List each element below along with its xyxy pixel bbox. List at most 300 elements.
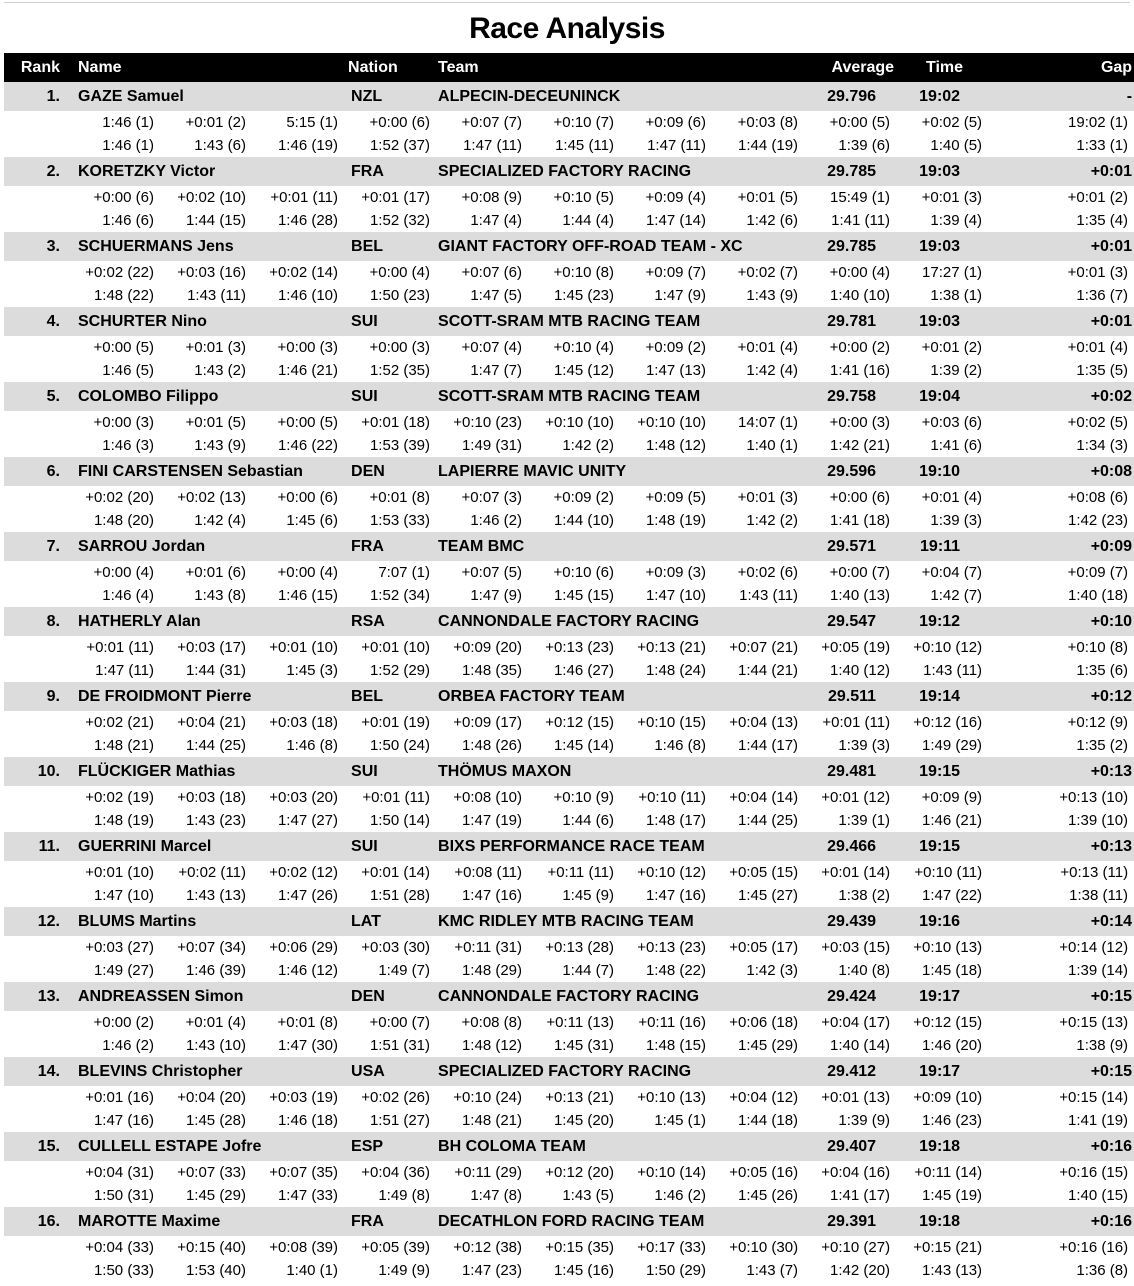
- rider-rank: 2.: [4, 157, 70, 186]
- rider-rank: 13.: [4, 982, 70, 1011]
- rider-gap: +0:12: [990, 682, 1134, 711]
- rider-gap: +0:01: [990, 157, 1134, 186]
- split-cell: 1:50 (24): [369, 737, 431, 754]
- split-cell: 1:46 (5): [102, 362, 154, 379]
- rider-nation: LAT: [346, 907, 438, 936]
- split-cell: +0:05 (15): [729, 864, 799, 881]
- split-spacer: [4, 1259, 70, 1282]
- split-cell: 1:39 (6): [838, 137, 891, 154]
- rider-row[interactable]: [4, 82, 1134, 111]
- split-cell: +0:04 (14): [729, 789, 799, 806]
- split-cell: +0:01 (14): [361, 864, 431, 881]
- rider-rank: 7.: [4, 532, 70, 561]
- split-cell: +0:03 (8): [737, 114, 799, 131]
- split-cell: 1:40 (15): [1068, 1187, 1129, 1204]
- rider-average: 29.466: [806, 832, 898, 861]
- rider-row[interactable]: [4, 607, 1134, 636]
- split-cell: +0:07 (33): [177, 1164, 246, 1181]
- split-cell: 1:39 (9): [838, 1112, 891, 1129]
- split-spacer: [4, 284, 70, 307]
- split-cell: +0:07 (5): [461, 564, 523, 581]
- split-cell: 1:50 (31): [93, 1187, 154, 1204]
- split-cell: 1:50 (14): [369, 812, 431, 829]
- split-time-row: [4, 734, 1134, 757]
- split-cell: 1:46 (3): [102, 437, 154, 454]
- split-cell: 1:44 (21): [738, 662, 799, 679]
- split-cell: +0:01 (2): [921, 339, 983, 356]
- rider-gap: +0:15: [990, 982, 1134, 1011]
- rider-nation: DEN: [346, 457, 438, 486]
- split-cell: 1:46 (2): [102, 1037, 154, 1054]
- split-cell: 1:51 (31): [369, 1037, 431, 1054]
- split-cell: +0:07 (35): [269, 1164, 339, 1181]
- split-spacer: [4, 486, 70, 509]
- rider-rank: 16.: [4, 1207, 70, 1236]
- split-cell: 1:45 (15): [553, 587, 615, 604]
- rider-average: 29.781: [806, 307, 898, 336]
- split-cell: +0:00 (6): [369, 114, 431, 131]
- split-cell: 1:43 (13): [185, 887, 246, 904]
- rider-row[interactable]: [4, 832, 1134, 861]
- split-cell: 1:40 (5): [930, 137, 983, 154]
- rider-team: LAPIERRE MAVIC UNITY: [438, 457, 806, 486]
- split-cell: 1:48 (35): [461, 662, 523, 679]
- split-gap-row: [4, 561, 1134, 584]
- rider-average: 29.481: [806, 757, 898, 786]
- split-cell: +0:01 (10): [269, 639, 339, 656]
- split-time-row: [4, 134, 1134, 157]
- rider-rank: 11.: [4, 832, 70, 861]
- split-cell: 1:39 (3): [838, 737, 891, 754]
- split-cell: 1:46 (20): [922, 1037, 983, 1054]
- split-cell: +0:10 (10): [637, 414, 707, 431]
- page-title: Race Analysis: [469, 12, 665, 45]
- split-cell: +0:10 (14): [637, 1164, 707, 1181]
- split-cell: 1:39 (4): [930, 212, 983, 229]
- rider-time: 19:03: [898, 157, 990, 186]
- header-nation[interactable]: Nation: [346, 53, 438, 82]
- split-cell: 1:44 (10): [553, 512, 615, 529]
- split-cell: +0:10 (9): [553, 789, 615, 806]
- split-cell: +0:13 (23): [637, 939, 707, 956]
- split-cell: 1:47 (22): [922, 887, 983, 904]
- rider-nation: USA: [346, 1057, 438, 1086]
- split-gap-row: [4, 111, 1134, 134]
- rider-row[interactable]: [4, 907, 1134, 936]
- split-cell: 1:43 (11): [187, 287, 246, 304]
- split-cell: 7:07 (1): [378, 564, 431, 581]
- split-cell: 1:36 (8): [1076, 1262, 1129, 1279]
- split-cell: +0:09 (7): [1067, 564, 1129, 581]
- split-cell: 1:48 (12): [645, 437, 707, 454]
- split-cell: +0:03 (15): [821, 939, 891, 956]
- split-cell: +0:10 (12): [637, 864, 707, 881]
- split-cell: 1:53 (40): [185, 1262, 246, 1279]
- rider-team: BIXS PERFORMANCE RACE TEAM: [438, 832, 806, 861]
- split-time-row: [4, 809, 1134, 832]
- header-rank[interactable]: Rank: [4, 53, 70, 82]
- split-cell: +0:01 (10): [85, 864, 154, 881]
- split-cell: 1:51 (27): [369, 1112, 431, 1129]
- split-cell: 1:45 (29): [185, 1187, 246, 1204]
- split-cell: +0:10 (10): [545, 414, 615, 431]
- rider-gap: +0:01: [990, 307, 1134, 336]
- split-cell: +0:13 (11): [1060, 864, 1129, 881]
- rider-time: 19:17: [898, 1057, 990, 1086]
- split-cell: +0:00 (3): [829, 414, 891, 431]
- split-cell: 1:44 (7): [562, 962, 615, 979]
- rider-name: BLUMS Martins: [70, 907, 346, 936]
- header-time[interactable]: Time: [898, 53, 990, 82]
- split-time-row: [4, 284, 1134, 307]
- split-cell: +0:00 (2): [93, 1014, 154, 1031]
- rider-name: FLÜCKIGER Mathias: [70, 757, 346, 786]
- rider-time: 19:04: [898, 382, 990, 411]
- rider-rank: 4.: [4, 307, 70, 336]
- split-cell: 1:48 (19): [93, 812, 154, 829]
- split-cell: 1:52 (35): [369, 362, 431, 379]
- split-cell: 1:46 (27): [553, 662, 615, 679]
- split-cell: +0:02 (26): [361, 1089, 431, 1106]
- split-spacer: [4, 786, 70, 809]
- split-cell: +0:04 (13): [729, 714, 799, 731]
- split-cell: +0:01 (8): [277, 1014, 339, 1031]
- split-cell: +0:14 (12): [1059, 939, 1129, 956]
- split-time-row: [4, 209, 1134, 232]
- split-cell: +0:10 (13): [913, 939, 983, 956]
- split-spacer: [4, 134, 70, 157]
- split-cell: 1:47 (7): [470, 362, 523, 379]
- split-cell: +0:13 (21): [637, 639, 707, 656]
- split-cell: +0:00 (4): [829, 264, 891, 281]
- rider-team: KMC RIDLEY MTB RACING TEAM: [438, 907, 806, 936]
- split-spacer: [4, 861, 70, 884]
- split-cell: 1:47 (10): [645, 587, 707, 604]
- split-cell: +0:04 (31): [85, 1164, 154, 1181]
- split-spacer: [4, 359, 70, 382]
- split-cell: +0:01 (11): [270, 189, 339, 206]
- split-cell: +0:03 (17): [177, 639, 246, 656]
- split-cell: 1:47 (13): [645, 362, 707, 379]
- split-cell: +0:02 (11): [178, 864, 246, 881]
- split-cell: 1:43 (23): [185, 812, 246, 829]
- split-cell: 1:43 (11): [739, 587, 799, 604]
- split-cell: +0:01 (6): [185, 564, 246, 581]
- split-cell: 1:51 (28): [369, 887, 431, 904]
- split-cell: 1:44 (6): [562, 812, 615, 829]
- rider-team: GIANT FACTORY OFF-ROAD TEAM - XC: [438, 232, 806, 261]
- split-cell: +0:03 (30): [361, 939, 431, 956]
- split-cell: +0:08 (9): [461, 189, 523, 206]
- rider-row[interactable]: [4, 382, 1134, 411]
- split-cell: 1:48 (22): [645, 962, 707, 979]
- split-cell: +0:16 (16): [1059, 1239, 1129, 1256]
- split-cell: 1:48 (24): [645, 662, 707, 679]
- split-cell: +0:01 (14): [821, 864, 891, 881]
- split-spacer: [4, 959, 70, 982]
- split-cell: 1:46 (1): [102, 137, 154, 154]
- split-cell: +0:05 (16): [729, 1164, 799, 1181]
- split-cell: 1:42 (2): [562, 437, 615, 454]
- split-cell: 1:44 (25): [738, 812, 799, 829]
- split-cell: 1:41 (18): [830, 512, 891, 529]
- split-cell: 1:46 (28): [277, 212, 339, 229]
- split-cell: +0:11 (13): [546, 1014, 615, 1031]
- split-cell: 1:45 (6): [286, 512, 339, 529]
- split-cell: +0:10 (11): [638, 789, 707, 806]
- split-cell: 1:44 (17): [738, 737, 799, 754]
- split-cell: +0:01 (5): [737, 189, 799, 206]
- rider-gap: -: [990, 82, 1134, 111]
- split-cell: 1:40 (10): [830, 287, 891, 304]
- split-spacer: [4, 111, 70, 134]
- split-gap-row: [4, 711, 1134, 734]
- split-cell: 1:47 (9): [470, 587, 523, 604]
- rider-team: ORBEA FACTORY TEAM: [438, 682, 806, 711]
- split-cell: +0:01 (11): [86, 639, 154, 656]
- rider-row[interactable]: [4, 157, 1134, 186]
- split-cell: +0:01 (2): [185, 114, 246, 131]
- split-cell: +0:08 (6): [1067, 489, 1129, 506]
- rider-rank: 6.: [4, 457, 70, 486]
- split-cell: +0:01 (19): [361, 714, 431, 731]
- split-cell: 1:49 (27): [93, 962, 154, 979]
- split-cell: 1:47 (4): [470, 212, 523, 229]
- split-cell: +0:09 (4): [645, 189, 707, 206]
- split-cell: 1:48 (21): [461, 1112, 523, 1129]
- split-cell: +0:04 (21): [177, 714, 246, 731]
- rider-row[interactable]: [4, 982, 1134, 1011]
- split-cell: +0:00 (6): [93, 189, 154, 206]
- split-cell: 1:44 (4): [562, 212, 615, 229]
- split-spacer: [4, 1109, 70, 1132]
- split-cell: 1:48 (17): [645, 812, 707, 829]
- split-cell: 1:46 (21): [922, 812, 983, 829]
- split-cell: +0:00 (5): [829, 114, 891, 131]
- split-cell: +0:13 (21): [545, 1089, 615, 1106]
- split-cell: +0:15 (21): [913, 1239, 983, 1256]
- split-cell: 1:52 (37): [369, 137, 431, 154]
- split-cell: 1:40 (12): [830, 662, 891, 679]
- split-cell: +0:10 (12): [913, 639, 983, 656]
- split-cell: +0:09 (20): [453, 639, 523, 656]
- split-cell: +0:07 (3): [461, 489, 523, 506]
- split-time-row: [4, 1259, 1134, 1282]
- split-cell: +0:04 (36): [361, 1164, 431, 1181]
- split-cell: +0:01 (3): [1067, 264, 1129, 281]
- split-cell: +0:10 (4): [553, 339, 615, 356]
- rider-row[interactable]: [4, 1207, 1134, 1236]
- rider-average: 29.571: [806, 532, 898, 561]
- split-cell: +0:10 (27): [821, 1239, 891, 1256]
- split-spacer: [4, 936, 70, 959]
- split-cell: +0:03 (16): [177, 264, 246, 281]
- split-cell: +0:00 (6): [829, 489, 891, 506]
- split-cell: +0:07 (7): [461, 114, 523, 131]
- split-cell: 1:45 (3): [286, 662, 339, 679]
- results-body: [4, 82, 1134, 1282]
- split-cell: +0:09 (17): [453, 714, 523, 731]
- split-cell: 1:40 (8): [838, 962, 891, 979]
- split-gap-row: [4, 336, 1134, 359]
- rider-time: 19:10: [898, 457, 990, 486]
- rider-name: BLEVINS Christopher: [70, 1057, 346, 1086]
- rider-team: SCOTT-SRAM MTB RACING TEAM: [438, 382, 806, 411]
- split-cell: +0:07 (6): [461, 264, 523, 281]
- split-cell: +0:02 (10): [177, 189, 246, 206]
- split-gap-row: [4, 411, 1134, 434]
- split-cell: 1:35 (5): [1076, 362, 1129, 379]
- split-cell: 1:42 (6): [746, 212, 799, 229]
- split-spacer: [4, 1161, 70, 1184]
- split-spacer: [4, 659, 70, 682]
- split-cell: +0:07 (4): [461, 339, 523, 356]
- split-cell: +0:12 (38): [453, 1239, 523, 1256]
- split-spacer: [4, 509, 70, 532]
- split-cell: +0:09 (10): [913, 1089, 983, 1106]
- split-cell: 1:39 (14): [1068, 962, 1129, 979]
- top-rule: [4, 2, 1130, 3]
- split-gap-row: [4, 261, 1134, 284]
- split-cell: 1:41 (16): [830, 362, 891, 379]
- split-cell: 1:43 (6): [194, 137, 246, 154]
- header-name[interactable]: Name: [70, 53, 346, 82]
- rider-nation: NZL: [346, 82, 438, 111]
- rider-rank: 8.: [4, 607, 70, 636]
- rider-name: FINI CARSTENSEN Sebastian: [70, 457, 346, 486]
- split-cell: 1:41 (11): [831, 212, 891, 229]
- split-cell: 1:43 (11): [923, 662, 983, 679]
- rider-average: 29.596: [806, 457, 898, 486]
- split-cell: +0:05 (39): [361, 1239, 431, 1256]
- split-cell: +0:01 (3): [737, 489, 799, 506]
- split-cell: 1:38 (2): [838, 887, 891, 904]
- split-cell: +0:08 (10): [453, 789, 523, 806]
- split-cell: +0:00 (3): [93, 414, 154, 431]
- split-cell: 1:47 (10): [93, 887, 154, 904]
- split-cell: 1:33 (1): [1076, 137, 1129, 154]
- split-cell: 1:44 (15): [185, 212, 246, 229]
- split-spacer: [4, 1034, 70, 1057]
- split-cell: +0:00 (4): [277, 564, 339, 581]
- rider-row[interactable]: [4, 757, 1134, 786]
- split-cell: 1:45 (9): [562, 887, 615, 904]
- results-table: [4, 53, 1134, 1282]
- split-cell: +0:00 (6): [277, 489, 339, 506]
- split-time-row: [4, 359, 1134, 382]
- header-gap[interactable]: Gap: [990, 53, 1134, 82]
- split-cell: +0:07 (21): [729, 639, 799, 656]
- split-cell: 1:45 (16): [553, 1262, 615, 1279]
- split-cell: 1:46 (1): [102, 114, 154, 131]
- rider-time: 19:03: [898, 307, 990, 336]
- split-cell: 1:38 (9): [1076, 1037, 1129, 1054]
- split-cell: 1:44 (19): [738, 137, 799, 154]
- split-cell: 1:43 (2): [194, 362, 246, 379]
- header-average[interactable]: Average: [806, 53, 898, 82]
- split-cell: 1:35 (4): [1076, 212, 1129, 229]
- split-cell: 1:48 (29): [461, 962, 523, 979]
- split-cell: 1:43 (8): [194, 587, 246, 604]
- split-spacer: [4, 186, 70, 209]
- rider-time: 19:14: [898, 682, 990, 711]
- split-spacer: [4, 734, 70, 757]
- rider-row[interactable]: [4, 682, 1134, 711]
- rider-team: TEAM BMC: [438, 532, 806, 561]
- split-cell: 1:46 (21): [277, 362, 339, 379]
- rider-row[interactable]: [4, 232, 1134, 261]
- split-spacer: [4, 336, 70, 359]
- split-cell: 1:49 (8): [378, 1187, 431, 1204]
- rider-name: COLOMBO Filippo: [70, 382, 346, 411]
- split-cell: 1:47 (11): [647, 137, 707, 154]
- split-cell: 1:45 (28): [185, 1112, 246, 1129]
- rider-time: 19:11: [898, 532, 990, 561]
- split-cell: 1:53 (39): [369, 437, 431, 454]
- rider-row[interactable]: [4, 532, 1134, 561]
- header-team[interactable]: Team: [438, 53, 806, 82]
- header-row: [4, 53, 1134, 82]
- split-cell: 1:49 (7): [378, 962, 431, 979]
- split-spacer: [4, 1086, 70, 1109]
- split-cell: +0:10 (11): [914, 864, 983, 881]
- rider-team: THÖMUS MAXON: [438, 757, 806, 786]
- split-time-row: [4, 1109, 1134, 1132]
- rider-gap: +0:13: [990, 832, 1134, 861]
- rider-time: 19:15: [898, 832, 990, 861]
- split-gap-row: [4, 1086, 1134, 1109]
- rider-row[interactable]: [4, 1057, 1134, 1086]
- rider-rank: 14.: [4, 1057, 70, 1086]
- rider-row[interactable]: [4, 457, 1134, 486]
- split-cell: 1:35 (2): [1076, 737, 1129, 754]
- split-spacer: [4, 884, 70, 907]
- split-cell: 1:44 (25): [185, 737, 246, 754]
- rider-row[interactable]: [4, 1132, 1134, 1161]
- split-cell: 1:45 (11): [555, 137, 615, 154]
- split-cell: +0:10 (15): [637, 714, 707, 731]
- rider-rank: 3.: [4, 232, 70, 261]
- split-cell: +0:04 (16): [821, 1164, 891, 1181]
- split-cell: +0:06 (29): [269, 939, 339, 956]
- rider-average: 29.391: [806, 1207, 898, 1236]
- split-cell: 1:52 (34): [369, 587, 431, 604]
- split-cell: 1:46 (4): [102, 587, 154, 604]
- split-gap-row: [4, 636, 1134, 659]
- split-cell: +0:10 (8): [1067, 639, 1129, 656]
- rider-time: 19:12: [898, 607, 990, 636]
- rider-row[interactable]: [4, 307, 1134, 336]
- split-cell: 1:46 (2): [470, 512, 523, 529]
- split-cell: 1:41 (17): [830, 1187, 891, 1204]
- split-cell: 1:47 (5): [470, 287, 523, 304]
- rider-average: 29.758: [806, 382, 898, 411]
- split-cell: +0:10 (13): [637, 1089, 707, 1106]
- split-cell: +0:05 (19): [821, 639, 891, 656]
- rider-rank: 15.: [4, 1132, 70, 1161]
- rider-team: ALPECIN-DECEUNINCK: [438, 82, 806, 111]
- split-cell: 1:50 (29): [645, 1262, 707, 1279]
- split-cell: +0:02 (21): [85, 714, 154, 731]
- split-cell: 1:42 (2): [746, 512, 799, 529]
- split-cell: +0:00 (3): [277, 339, 339, 356]
- split-cell: +0:12 (15): [913, 1014, 983, 1031]
- split-cell: 1:43 (13): [922, 1262, 983, 1279]
- split-cell: 1:46 (23): [922, 1112, 983, 1129]
- split-cell: +0:06 (18): [729, 1014, 799, 1031]
- rider-name: HATHERLY Alan: [70, 607, 346, 636]
- split-cell: 1:47 (11): [463, 137, 523, 154]
